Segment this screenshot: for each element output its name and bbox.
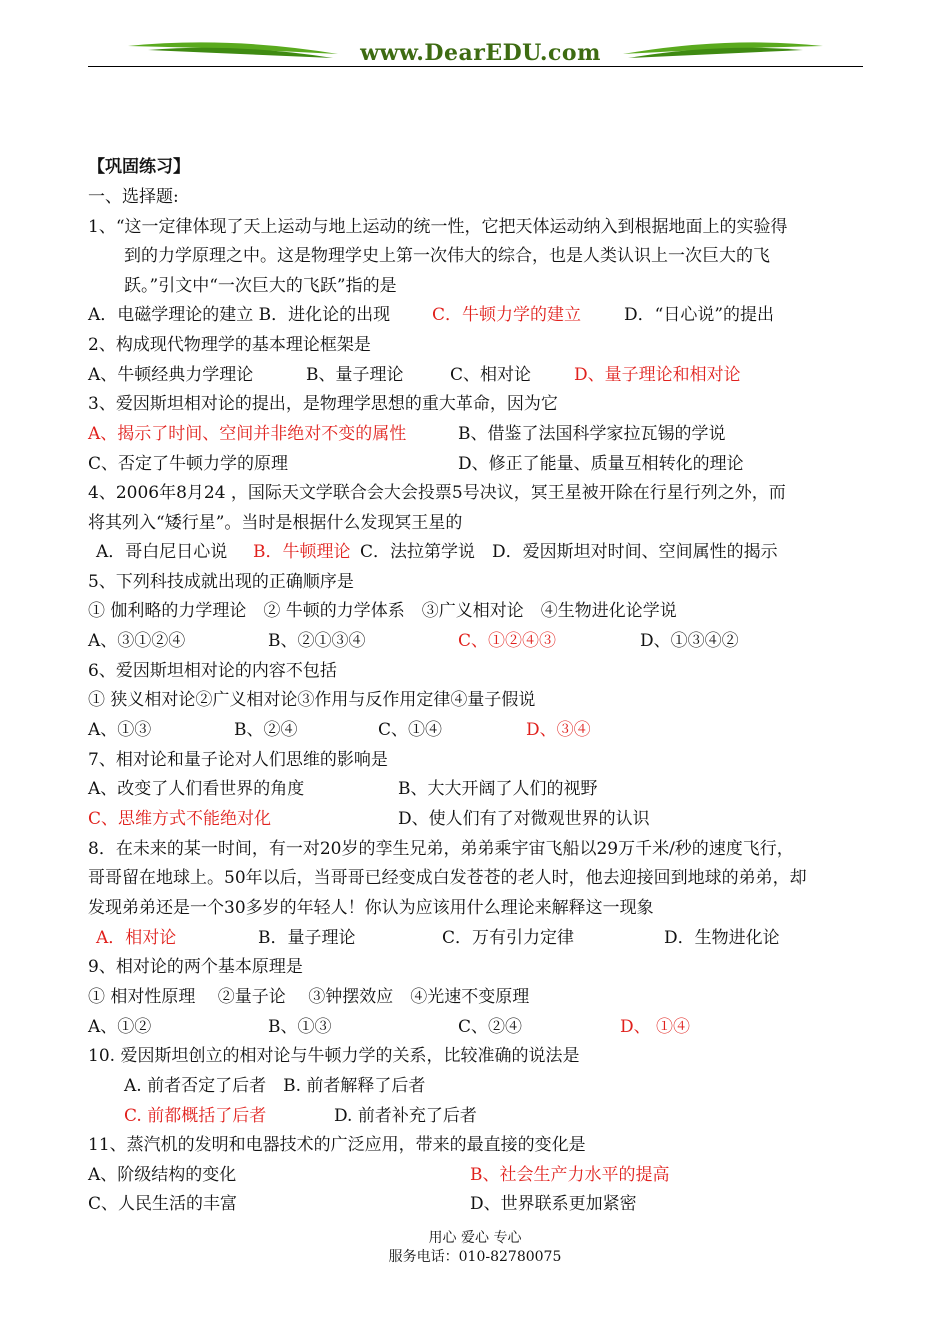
q4-stem-line2: 将其列入“矮行星”。当时是根据什么发现冥王星的	[88, 513, 463, 533]
q7-stem: 7、相对论和量子论对人们思维的影响是	[88, 750, 388, 770]
q1-option-d: D．“日心说”的提出	[624, 305, 775, 325]
q3-option-a-answer: A、揭示了时间、空间并非绝对不变的属性	[88, 424, 407, 444]
q11-option-c: C、人民生活的丰富	[88, 1194, 238, 1214]
q6-option-b: B、②④	[234, 720, 298, 740]
q4-option-b-answer: B．牛顿理论	[253, 542, 351, 562]
q4-option-cd: C．法拉第学说 D．爱因斯坦对时间、空间属性的揭示	[360, 542, 778, 562]
q6-option-c: C、①④	[378, 720, 443, 740]
q8-stem-line1: 8．在未来的某一时间，有一对20岁的孪生兄弟，弟弟乘宇宙飞船以29万千米/秒的速度飞行，	[88, 839, 794, 859]
q2-stem: 2、构成现代物理学的基本理论框架是	[88, 335, 371, 355]
q2-option-b: B、量子理论	[306, 365, 404, 385]
q6-option-d-answer: D、③④	[526, 720, 591, 740]
q11-stem: 11、蒸汽机的发明和电器技术的广泛应用，带来的最直接的变化是	[88, 1135, 586, 1155]
q8-option-b: B．量子理论	[258, 928, 356, 948]
q6-stem: 6、爱因斯坦相对论的内容不包括	[88, 661, 337, 681]
q1-stem-line2: 到的力学原理之中。这是物理学史上第一次伟大的综合，也是人类认识上一次巨大的飞	[124, 246, 770, 266]
q1-option-c-answer: C．牛顿力学的建立	[432, 305, 582, 325]
q10-stem: 10. 爱因斯坦创立的相对论与牛顿力学的关系，比较准确的说法是	[88, 1046, 580, 1066]
q5-option-d: D、①③④②	[640, 631, 739, 651]
q11-option-a: A、阶级结构的变化	[88, 1165, 237, 1185]
q5-stem: 5、下列科技成就出现的正确顺序是	[88, 572, 354, 592]
q9-option-d-answer: D、 ①④	[620, 1017, 691, 1037]
q5-option-c-answer: C、①②④③	[458, 631, 557, 651]
q3-option-c: C、否定了牛顿力学的原理	[88, 454, 289, 474]
q1-stem-line3: 跃。”引文中“一次巨大的飞跃”指的是	[124, 276, 397, 296]
q7-option-a: A、改变了人们看世界的角度	[88, 779, 305, 799]
q8-option-d: D．生物进化论	[664, 928, 780, 948]
q1-stem-line1: 1、“这一定律体现了天上运动与地上运动的统一性，它把天体运动纳入到根据地面上的实验得	[88, 217, 788, 237]
part-title: 一、选择题:	[88, 187, 179, 207]
q7-option-d: D、使人们有了对微观世界的认识	[398, 809, 650, 829]
q8-stem-line2: 哥哥留在地球上。50年以后，当哥哥已经变成白发苍苍的老人时，他去迎接回到地球的弟弟，却	[88, 868, 807, 888]
q5-items: ① 伽利略的力学理论 ② 牛顿的力学体系 ③广义相对论 ④生物进化论学说	[88, 601, 677, 621]
q9-option-b: B、①③	[268, 1017, 332, 1037]
q10-option-d: D. 前者补充了后者	[334, 1106, 477, 1126]
q9-items: ① 相对性原理 ②量子论 ③钟摆效应 ④光速不变原理	[88, 987, 530, 1007]
q3-stem: 3、爱因斯坦相对论的提出，是物理学思想的重大革命，因为它	[88, 394, 558, 414]
q9-stem: 9、相对论的两个基本原理是	[88, 957, 303, 977]
header-rule	[88, 66, 863, 67]
footer-slogan: 用心 爱心 专心	[428, 1230, 522, 1246]
q8-option-a-answer: A．相对论	[96, 928, 177, 948]
q1-option-ab: A．电磁学理论的建立 B．进化论的出现	[88, 305, 391, 325]
q7-option-b: B、大大开阔了人们的视野	[398, 779, 598, 799]
q11-option-b-answer: B、社会生产力水平的提高	[470, 1165, 670, 1185]
q2-option-d-answer: D、量子理论和相对论	[574, 365, 741, 385]
q10-option-c-answer: C. 前都概括了后者	[124, 1106, 267, 1126]
q7-option-c-answer: C、思维方式不能绝对化	[88, 809, 272, 829]
q2-option-c: C、相对论	[450, 365, 532, 385]
q10-options-row1: A. 前者否定了后者 B. 前者解释了后者	[124, 1076, 426, 1096]
q2-option-a: A、牛顿经典力学理论	[88, 365, 254, 385]
q4-stem-line1: 4、2006年8月24 ，国际天文学联合会大会投票5号决议，冥王星被开除在行星行列之外，而	[88, 483, 786, 503]
q3-option-d: D、修正了能量、质量互相转化的理论	[458, 454, 744, 474]
footer-service-phone: 服务电话：010-82780075	[388, 1249, 562, 1265]
q5-option-b: B、②①③④	[268, 631, 366, 651]
q9-option-c: C、②④	[458, 1017, 523, 1037]
q11-option-d: D、世界联系更加紧密	[470, 1194, 637, 1214]
q6-items: ① 狭义相对论②广义相对论③作用与反作用定律④量子假说	[88, 690, 536, 710]
q6-option-a: A、①③	[88, 720, 152, 740]
header-banner	[88, 34, 863, 68]
q3-option-b: B、借鉴了法国科学家拉瓦锡的学说	[458, 424, 726, 444]
q8-option-c: C．万有引力定律	[442, 928, 575, 948]
section-title: 【巩固练习】	[88, 157, 190, 177]
q4-option-a: A．哥白尼日心说	[96, 542, 228, 562]
q9-option-a: A、①②	[88, 1017, 152, 1037]
site-logo[interactable]: www.DearEDU.com	[360, 40, 601, 66]
q5-option-a: A、③①②④	[88, 631, 186, 651]
q8-stem-line3: 发现弟弟还是一个30多岁的年轻人！你认为应该用什么理论来解释这一现象	[88, 898, 654, 918]
